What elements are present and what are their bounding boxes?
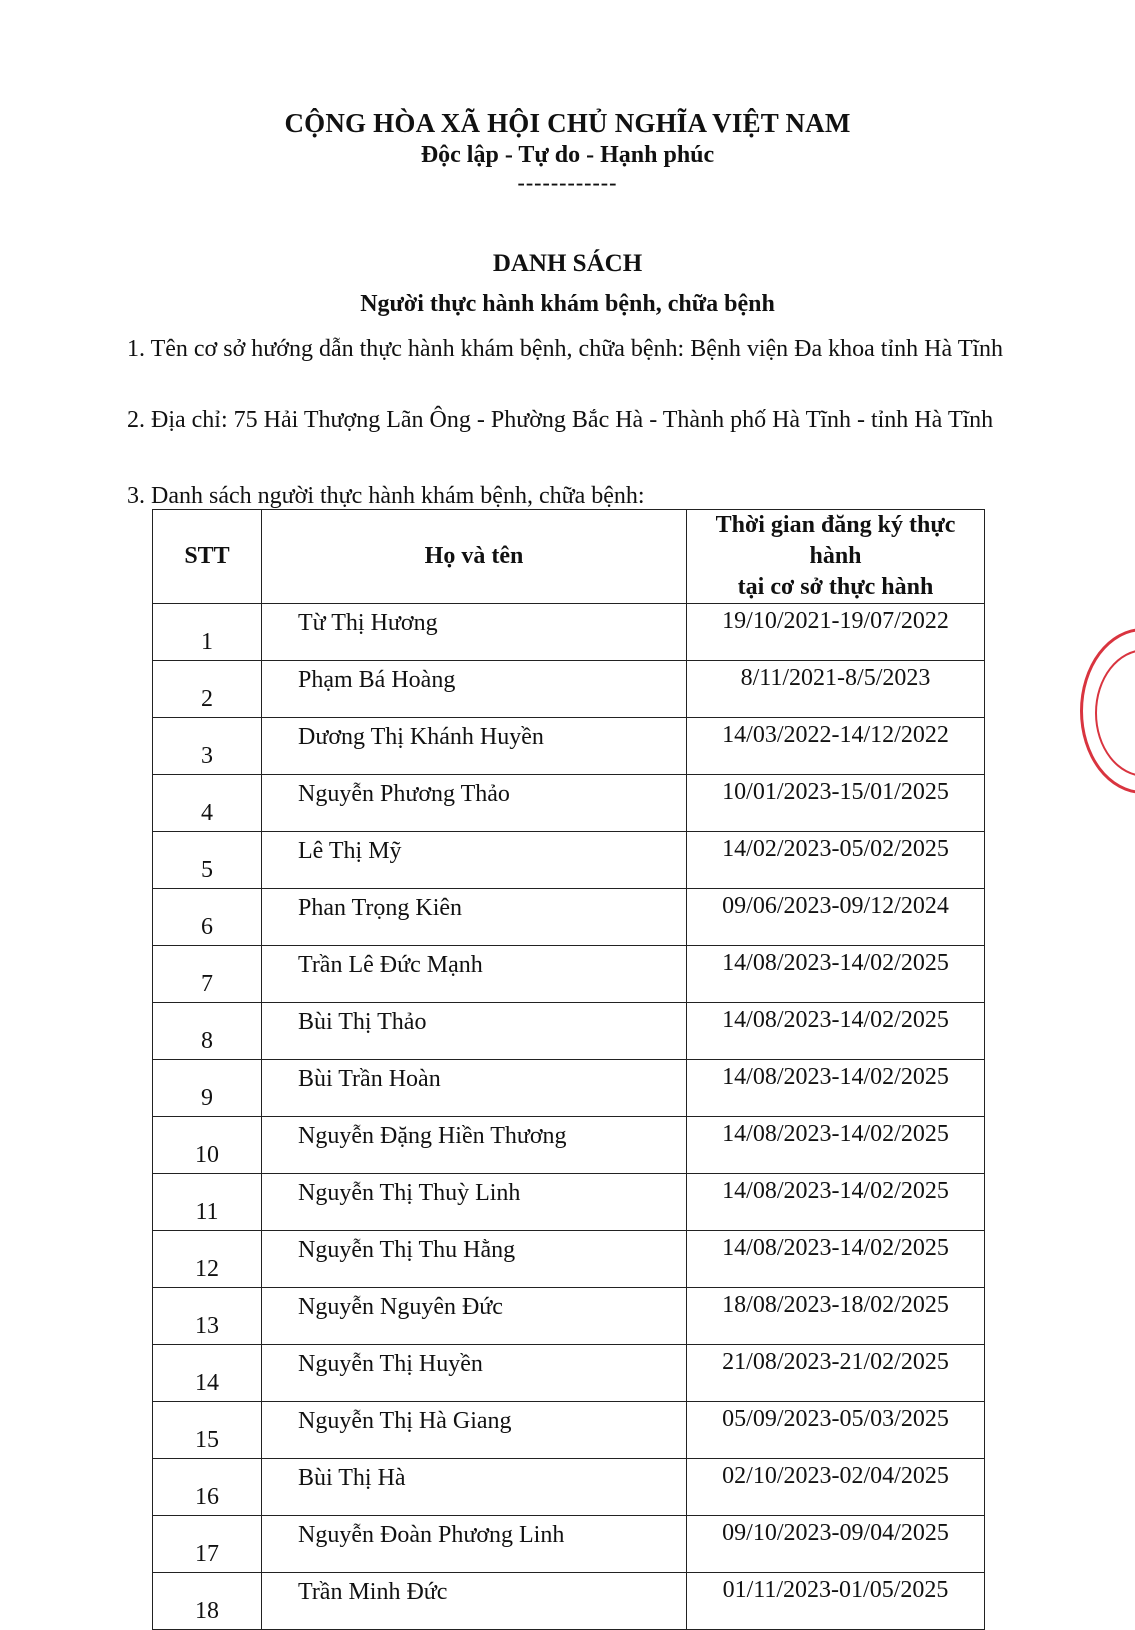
row-time: 09/10/2023-09/04/2025 — [687, 1516, 985, 1573]
official-seal — [1080, 628, 1135, 794]
row-time: 09/06/2023-09/12/2024 — [687, 889, 985, 946]
row-time: 8/11/2021-8/5/2023 — [687, 661, 985, 718]
table-row — [153, 889, 985, 946]
row-stt: 16 — [153, 1459, 262, 1516]
table-row — [153, 1003, 985, 1060]
table-row — [153, 946, 985, 1003]
row-time: 18/08/2023-18/02/2025 — [687, 1288, 985, 1345]
header-stt: STT — [153, 510, 262, 604]
row-stt: 1 — [153, 604, 262, 661]
row-time: 14/02/2023-05/02/2025 — [687, 832, 985, 889]
table-row — [153, 1174, 985, 1231]
header-separator: ------------ — [517, 170, 618, 195]
table-body — [153, 604, 985, 1630]
row-stt: 10 — [153, 1117, 262, 1174]
document-title: DANH SÁCH — [492, 250, 643, 277]
row-time: 14/08/2023-14/02/2025 — [687, 1231, 985, 1288]
table-row — [153, 1573, 985, 1630]
row-time: 02/10/2023-02/04/2025 — [687, 1459, 985, 1516]
row-stt: 7 — [153, 946, 262, 1003]
row-stt: 14 — [153, 1345, 262, 1402]
header-time-line2: tại cơ sở thực hành — [737, 574, 934, 600]
row-time: 14/08/2023-14/02/2025 — [687, 1003, 985, 1060]
table-row — [153, 1117, 985, 1174]
row-stt: 8 — [153, 1003, 262, 1060]
row-stt: 3 — [153, 718, 262, 775]
row-stt: 12 — [153, 1231, 262, 1288]
row-name: Từ Thị Hương — [262, 604, 687, 661]
table-row — [153, 1345, 985, 1402]
row-stt: 4 — [153, 775, 262, 832]
row-stt: 11 — [153, 1174, 262, 1231]
row-stt: 2 — [153, 661, 262, 718]
row-name: Bùi Thị Thảo — [262, 1003, 687, 1060]
row-name: Nguyễn Thị Thu Hằng — [262, 1231, 687, 1288]
row-stt: 17 — [153, 1516, 262, 1573]
practitioner-table — [152, 509, 985, 1630]
header-time — [687, 510, 985, 604]
row-name: Trần Minh Đức — [262, 1573, 687, 1630]
row-name: Lê Thị Mỹ — [262, 832, 687, 889]
row-name: Nguyễn Thị Hà Giang — [262, 1402, 687, 1459]
row-time: 21/08/2023-21/02/2025 — [687, 1345, 985, 1402]
row-time: 14/08/2023-14/02/2025 — [687, 1174, 985, 1231]
row-time: 14/08/2023-14/02/2025 — [687, 1060, 985, 1117]
row-stt: 13 — [153, 1288, 262, 1345]
table-header-row — [153, 510, 985, 604]
table-row — [153, 661, 985, 718]
row-name: Phan Trọng Kiên — [262, 889, 687, 946]
row-name: Nguyễn Đặng Hiền Thương — [262, 1117, 687, 1174]
table-row — [153, 1060, 985, 1117]
row-time: 14/03/2022-14/12/2022 — [687, 718, 985, 775]
row-name: Dương Thị Khánh Huyền — [262, 718, 687, 775]
row-stt: 18 — [153, 1573, 262, 1630]
row-name: Bùi Thị Hà — [262, 1459, 687, 1516]
facility-name-item: 1. Tên cơ sở hướng dẫn thực hành khám bệnh, chữa bệnh: Bệnh viện Đa khoa tỉnh Hà Tĩnh — [127, 336, 1004, 362]
row-stt: 15 — [153, 1402, 262, 1459]
national-title: CỘNG HÒA XÃ HỘI CHỦ NGHĨA VIỆT NAM — [284, 108, 851, 138]
document-subtitle: Người thực hành khám bệnh, chữa bệnh — [360, 291, 775, 317]
header-name: Họ và tên — [262, 510, 687, 604]
address-item: 2. Địa chỉ: 75 Hải Thượng Lãn Ông - Phường Bắc Hà - Thành phố Hà Tĩnh - tỉnh Hà Tĩnh — [127, 407, 994, 433]
official-seal-inner-ring — [1095, 649, 1135, 777]
row-stt: 6 — [153, 889, 262, 946]
row-name: Phạm Bá Hoàng — [262, 661, 687, 718]
table-row — [153, 1288, 985, 1345]
row-name: Nguyễn Thị Thuỳ Linh — [262, 1174, 687, 1231]
row-name: Nguyễn Phương Thảo — [262, 775, 687, 832]
table-row — [153, 1231, 985, 1288]
row-time: 14/08/2023-14/02/2025 — [687, 946, 985, 1003]
table-row — [153, 832, 985, 889]
list-intro-item: 3. Danh sách người thực hành khám bệnh, chữa bệnh: — [127, 483, 645, 509]
table-row — [153, 604, 985, 661]
table-row — [153, 1516, 985, 1573]
row-stt: 5 — [153, 832, 262, 889]
table-row — [153, 775, 985, 832]
row-name: Nguyễn Nguyên Đức — [262, 1288, 687, 1345]
row-time: 19/10/2021-19/07/2022 — [687, 604, 985, 661]
table-row — [153, 1402, 985, 1459]
row-name: Nguyễn Đoàn Phương Linh — [262, 1516, 687, 1573]
national-motto: Độc lập - Tự do - Hạnh phúc — [420, 142, 715, 168]
row-time: 01/11/2023-01/05/2025 — [687, 1573, 985, 1630]
row-time: 05/09/2023-05/03/2025 — [687, 1402, 985, 1459]
header-time-line1: Thời gian đăng ký thực hành — [715, 512, 956, 569]
row-name: Nguyễn Thị Huyền — [262, 1345, 687, 1402]
row-name: Bùi Trần Hoàn — [262, 1060, 687, 1117]
row-time: 10/01/2023-15/01/2025 — [687, 775, 985, 832]
row-stt: 9 — [153, 1060, 262, 1117]
table-row — [153, 1459, 985, 1516]
row-name: Trần Lê Đức Mạnh — [262, 946, 687, 1003]
row-time: 14/08/2023-14/02/2025 — [687, 1117, 985, 1174]
table-row — [153, 718, 985, 775]
